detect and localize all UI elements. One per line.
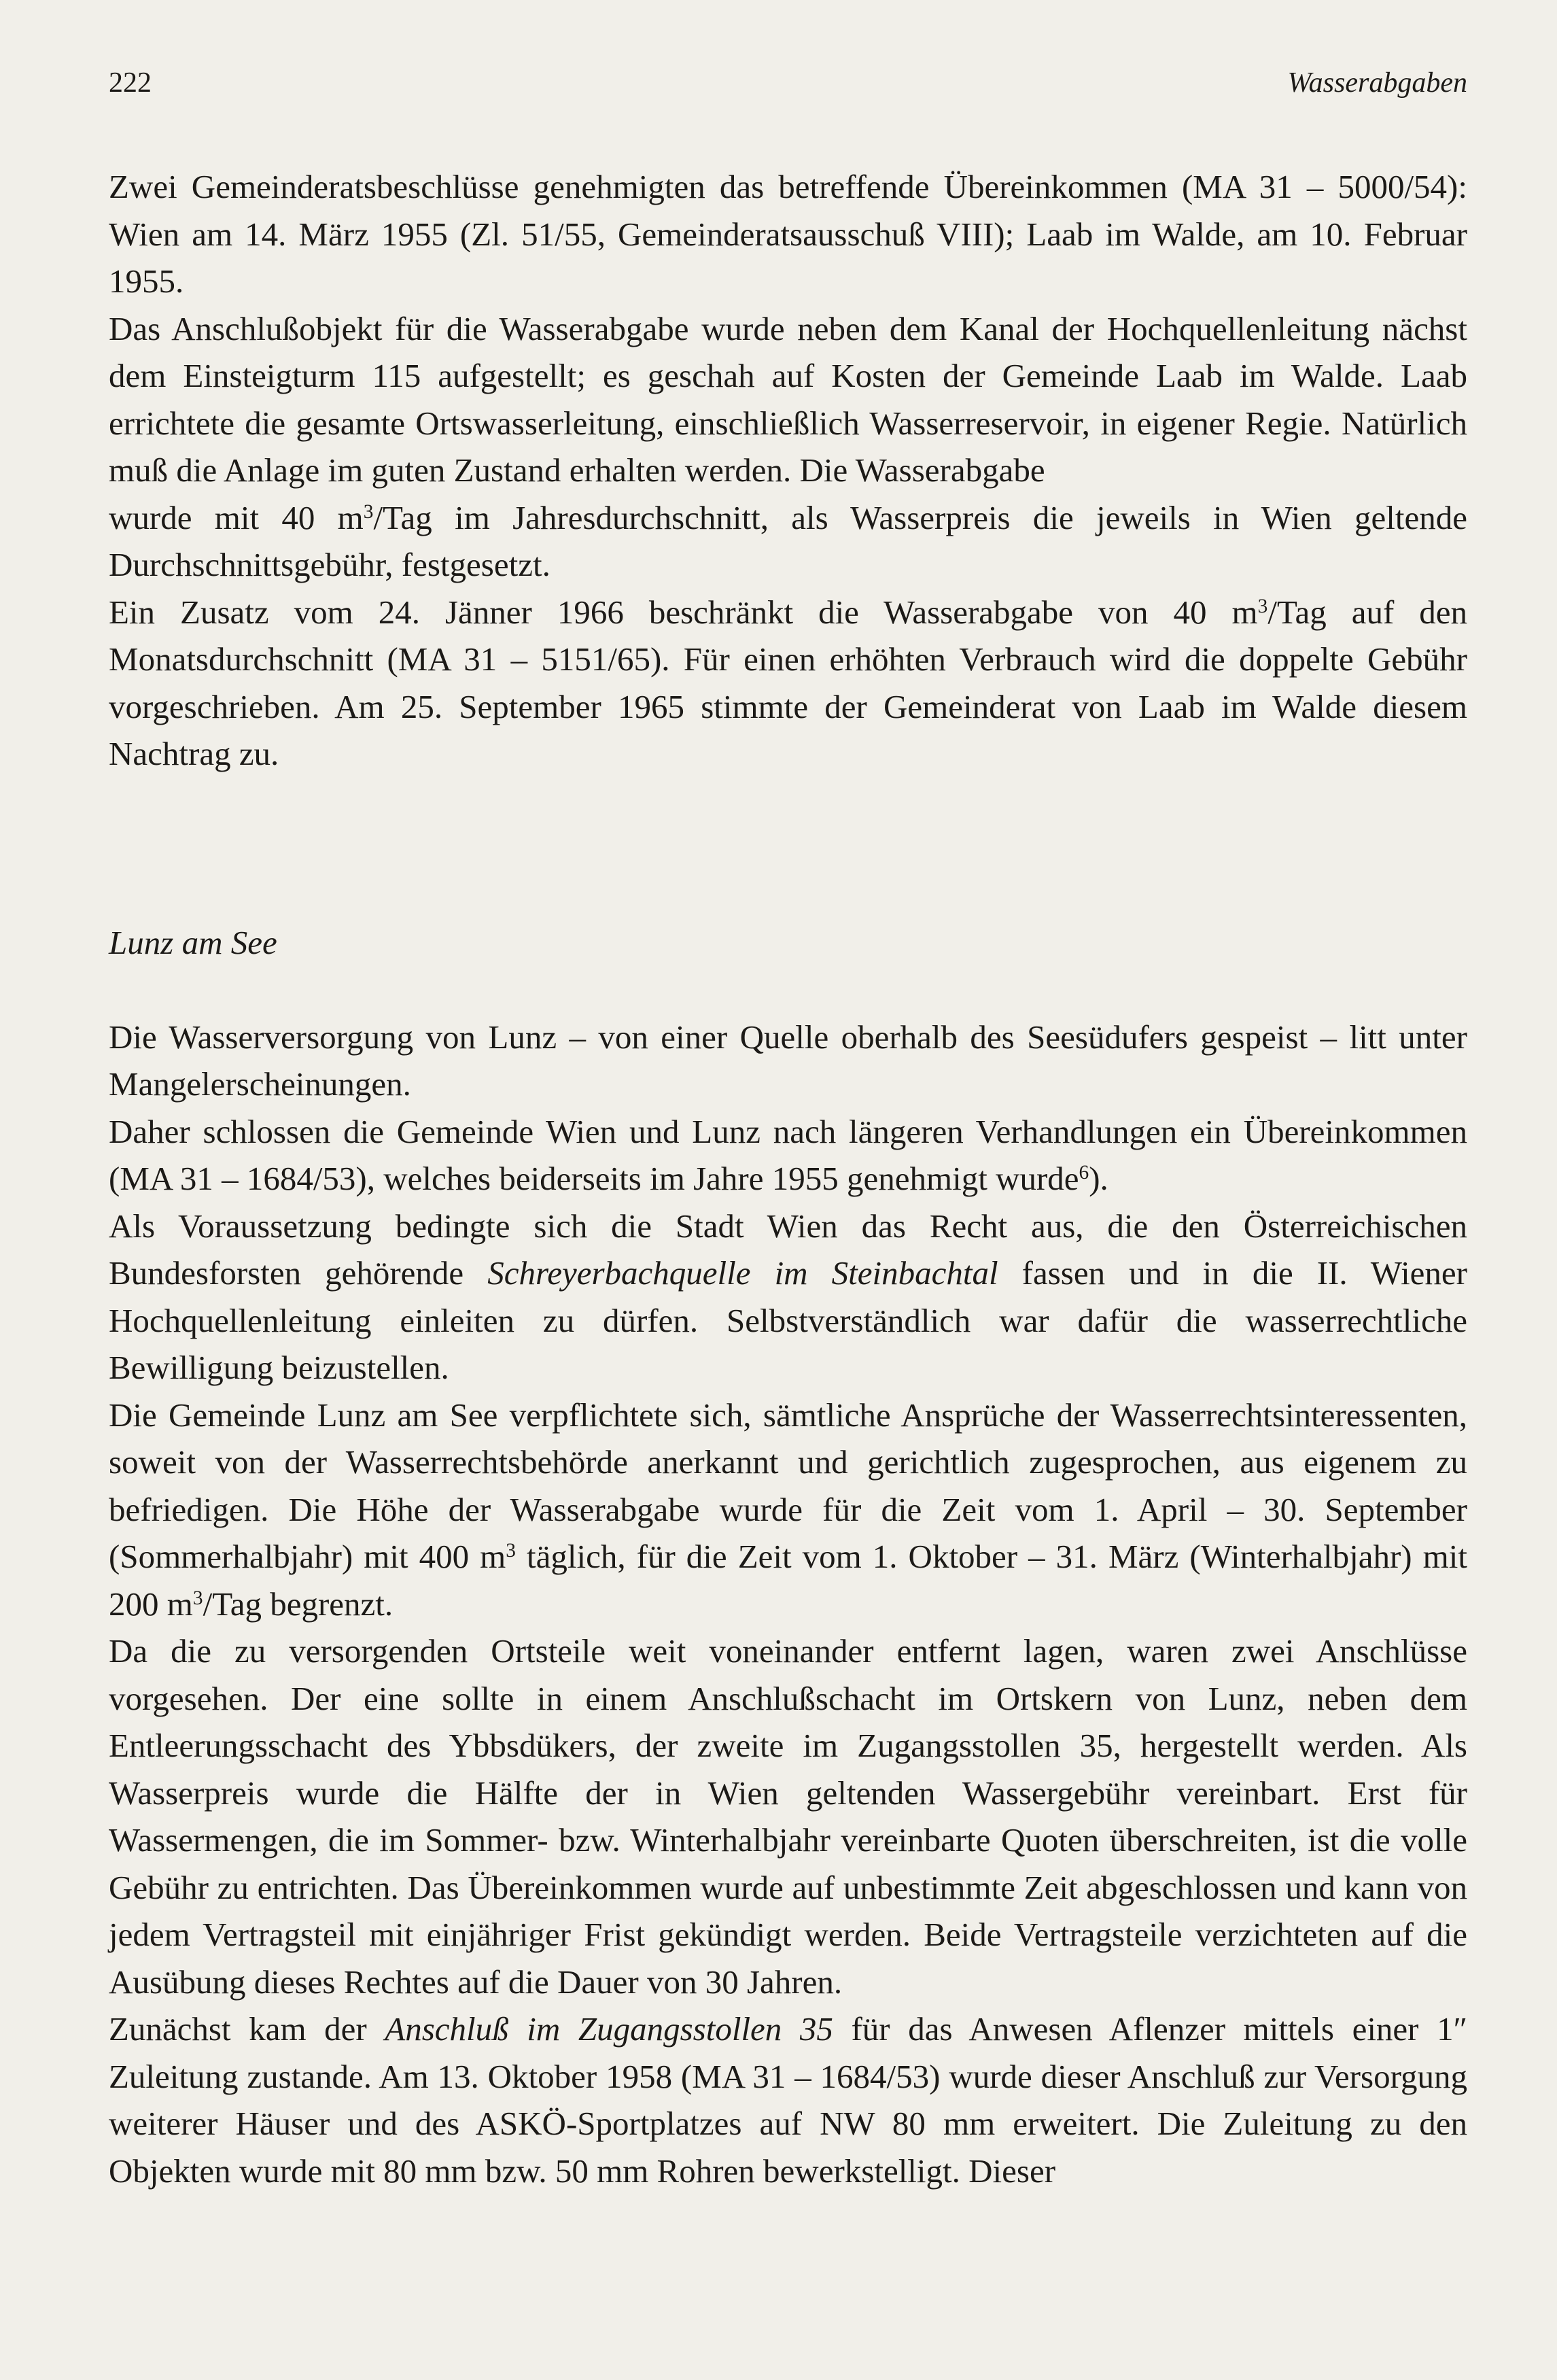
running-head: [109, 63, 1467, 103]
body-text: [109, 163, 1467, 2194]
paragraph-5: Die Wasserversorgung von Lunz – von einer Quelle oberhalb des Seesüdufers gespeist – litt unter Mangelerscheinungen.: [109, 1018, 1467, 1103]
paragraph-4: Ein Zusatz vom 24. Jänner 1966 beschränkt die Wasserabgabe von 40 $m^3$/Tag auf den Monatsdurchschnitt (MA 31 – 5151/65). Für einen erhöhten Verbrauch wird die doppelte Gebühr vorgeschrieben. Am 25. September 1965 stimmte der Gemeinderat von Laab im Walde diesem Nachtrag zu.: [109, 593, 1468, 772]
paragraph-3: wurde mit 40 $m^3$/Tag im Jahresdurchschnitt, als Wasserpreis die jeweils in Wien geltende Durchschnittsgebühr, festgesetzt.: [109, 498, 1467, 583]
paragraph-10: Zunächst kam der Anschluß im Zugangsstollen 35 für das Anwesen Aflenzer mittels einer 1″ Zuleitung zustande. Am 13. Oktober 1958 (MA 31 – 1684/53) wurde dieser Anschluß zur Versorgung weiterer Häuser und des ASKÖ-Sportplatzes auf NW 80 mm erweitert. Die Zuleitung zu den Objekten wurde mit 80 mm bzw. 50 mm Rohren bewerkstelligt. Dieser: [109, 2010, 1467, 2190]
footnote-ref: 6: [1079, 1161, 1089, 1184]
paragraph-9: Da die zu versorgenden Ortsteile weit voneinander entfernt lagen, waren zwei Anschlüsse vorgesehen. Der eine sollte in einem Anschlußschacht im Ortskern von Lunz, neben dem Entleerungsschacht des Ybbsdükers, der zweite im Zugangsstollen 35, hergestellt werden. Als Wasserpreis wurde die Hälfte der in Wien geltenden Wassergebühr vereinbart. Erst für Wassermengen, die im Sommer- bzw. Winterhalbjahr vereinbarte Quoten überschreiten, ist die volle Gebühr zu entrichten. Das Übereinkommen wurde auf unbestimmte Zeit abgeschlossen und kann von jedem Vertragsteil mit einjähriger Frist gekündigt werden. Beide Vertragsteile verzichteten auf die Ausübung dieses Rechtes auf die Dauer von 30 Jahren.: [109, 1632, 1467, 2001]
paragraph-6: Daher schlossen die Gemeinde Wien und Lunz nach längeren Verhandlungen ein Übereinkommen (MA 31 – 1684/53), welches beiderseits im Jahre 1955 genehmigt wurde$^6$).: [109, 1112, 1467, 1197]
section-heading: Lunz am See: [109, 923, 277, 961]
page-number: 222: [109, 67, 152, 99]
paragraph-8: Die Gemeinde Lunz am See verpflichtete sich, sämtliche Ansprüche der Wasserrechtsinteressenten, soweit von der Wasserrechtsbehörde anerkannt und gerichtlich zugesprochen, aus eigenem zu befriedigen. Die Höhe der Wasserabgabe wurde für die Zeit vom 1. April – 30. September (Sommerhalbjahr) mit 400 $m^3$ täglich, für die Zeit vom 1. Oktober – 31. März (Winterhalbjahr) mit 200 $m^3$/Tag begrenzt.: [109, 1396, 1468, 1623]
section-title: Wasserabgaben: [1287, 67, 1467, 99]
paragraph-1: Zwei Gemeinderatsbeschlüsse genehmigten das betreffende Übereinkommen (MA 31 – 5000/54): Wien am 14. März 1955 (Zl. 51/55, Gemeinderatsausschuß VIII); Laab im Walde, am 10. Februar 1955.: [109, 168, 1467, 300]
paragraph-7: Als Voraussetzung bedingte sich die Stadt Wien das Recht aus, die den Österreichischen Bundesforsten gehörende Schreyerbachquelle im Steinbachtal fassen und in die II. Wiener Hochquellenleitung einleiten zu dürfen. Selbstverständlich war dafür die wasserrechtliche Bewilligung beizustellen.: [109, 1207, 1467, 1386]
paragraph-2: Das Anschlußobjekt für die Wasserabgabe wurde neben dem Kanal der Hochquellenleitung nächst dem Einsteigturm 115 aufgestellt; es geschah auf Kosten der Gemeinde Laab im Walde. Laab errichtete die gesamte Ortswasserleitung, einschließlich Wasserreservoir, in eigener Regie. Natürlich muß die Anlage im guten Zustand erhalten werden. Die Wasserabgabe: [109, 309, 1467, 489]
